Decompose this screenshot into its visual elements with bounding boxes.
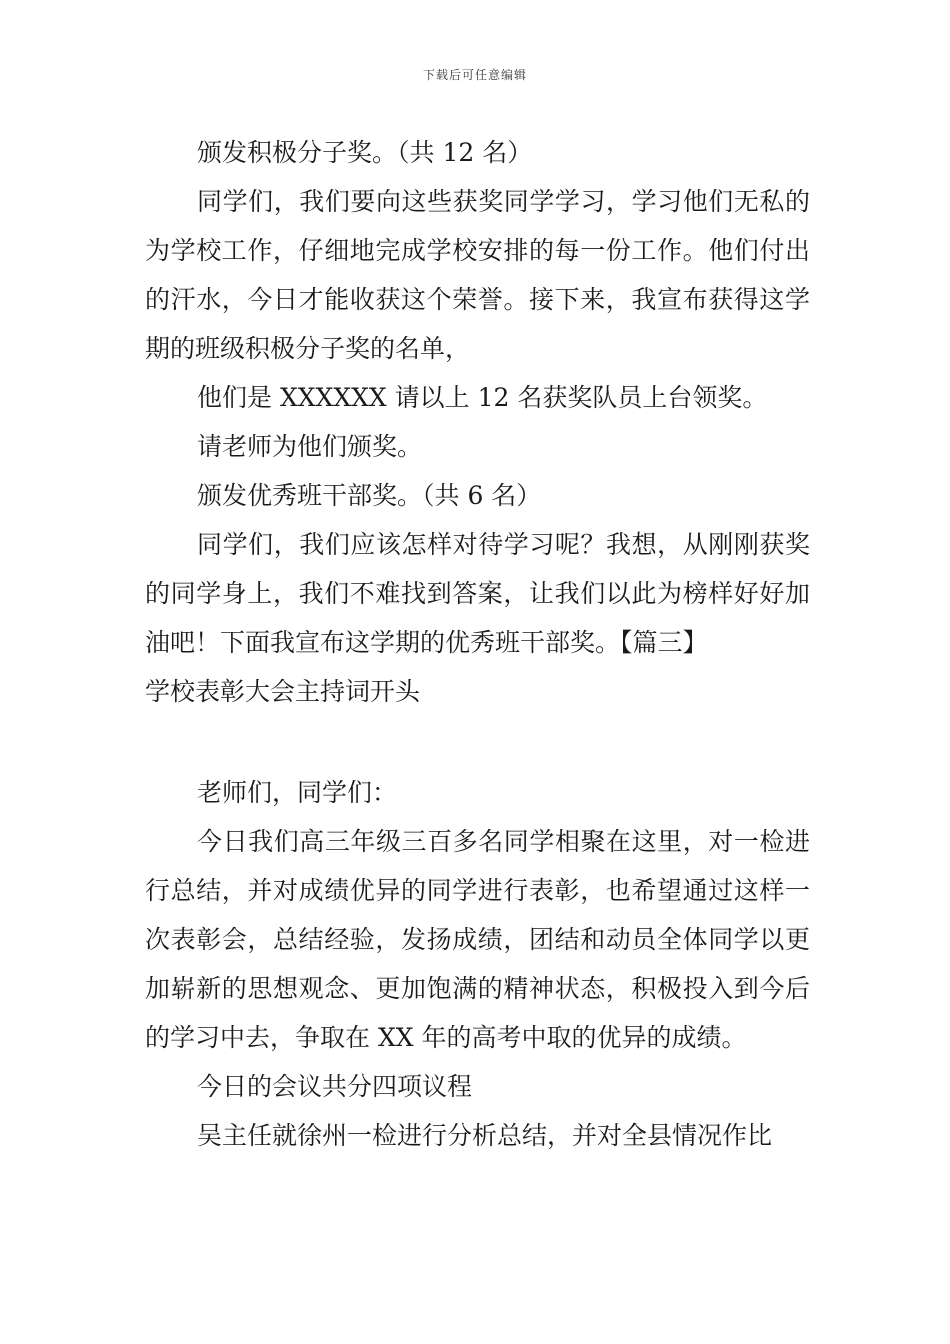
page-header: 下载后可任意编辑 bbox=[422, 68, 527, 82]
paragraph-award-activist: 颁发积极分子奖。（共 12 名） bbox=[197, 138, 533, 167]
paragraph-agenda: 今日的会议共分四项议程 bbox=[197, 1072, 473, 1101]
paragraph-award-class-leader: 颁发优秀班干部奖。（共 6 名） bbox=[197, 481, 542, 510]
paragraph-opening: 今日我们高三年级三百多名同学相聚在这里，对一检进行总结，并对成绩优异的同学进行表彰，也希望通过这样一次表彰会，总结经验，发扬成绩，团结和动员全体同学以更加崭新的思想观念、更加饱满的精神状态，积极投入到今后的学习中去，争取在 XX 年的高考中取的优异的成绩。 bbox=[145, 827, 810, 1052]
section-title: 学校表彰大会主持词开头 bbox=[145, 677, 421, 706]
paragraph-how-to-study: 同学们，我们应该怎样对待学习呢？我想，从刚刚获奖的同学身上，我们不难找到答案，让我们以此为榜样好好加油吧！下面我宣布这学期的优秀班干部奖。【篇三】 bbox=[145, 530, 810, 657]
paragraph-director-analysis: 吴主任就徐州一检进行分析总结，并对全县情况作比 bbox=[197, 1121, 773, 1150]
paragraph-winners-list: 他们是 XXXXXX 请以上 12 名获奖队员上台领奖。 bbox=[197, 383, 768, 412]
paragraph-greeting: 老师们，同学们： bbox=[197, 778, 398, 807]
document-body bbox=[145, 128, 810, 1160]
paragraph-teacher-present: 请老师为他们颁奖。 bbox=[197, 432, 423, 461]
blank-line bbox=[145, 716, 810, 768]
paragraph-learn-from-winners: 同学们，我们要向这些获奖同学学习，学习他们无私的为学校工作，仔细地完成学校安排的每一份工作。他们付出的汗水，今日才能收获这个荣誉。接下来，我宣布获得这学期的班级积极分子奖的名单， bbox=[145, 187, 810, 363]
